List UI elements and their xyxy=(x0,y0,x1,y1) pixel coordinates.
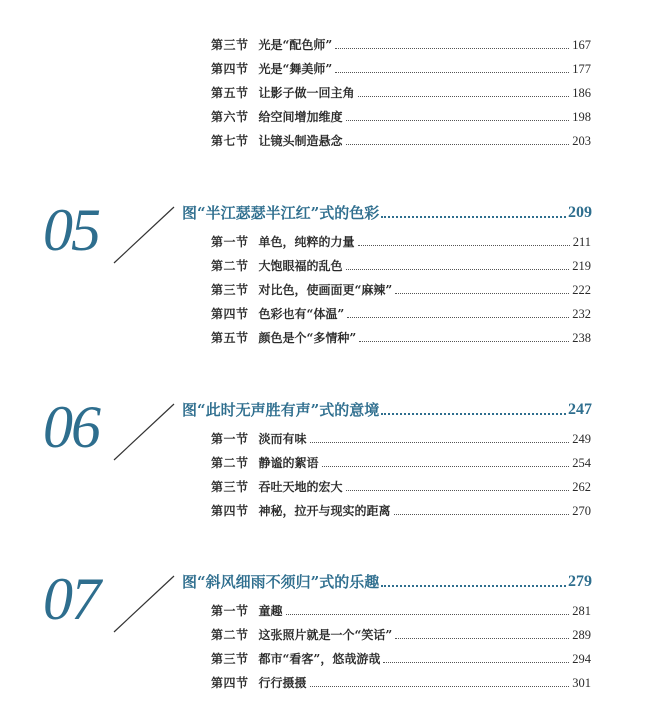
section-number: 第四节 xyxy=(211,307,249,321)
section-number: 第五节 xyxy=(211,86,249,100)
section-title: 颜色是个“多情种” xyxy=(258,331,357,345)
dot-leader xyxy=(346,489,570,491)
section-number: 第一节 xyxy=(211,604,249,618)
page-number: 301 xyxy=(572,676,591,690)
toc-entry[interactable] xyxy=(211,674,591,690)
toc-entry[interactable] xyxy=(211,281,591,297)
section-title: 让镜头制造悬念 xyxy=(258,134,343,148)
toc-entry[interactable] xyxy=(211,478,591,494)
section-title: 吞吐天地的宏大 xyxy=(258,480,343,494)
section-number: 第三节 xyxy=(211,480,249,494)
section-title: 神秘，拉开与现实的距离 xyxy=(258,504,391,518)
toc-entry[interactable] xyxy=(211,502,591,518)
section-number: 第三节 xyxy=(211,652,249,666)
dot-leader xyxy=(346,268,570,270)
page-number: 238 xyxy=(572,331,591,345)
dot-leader xyxy=(346,143,570,145)
dot-leader xyxy=(358,95,570,97)
section-title: 静谧的絮语 xyxy=(258,456,319,470)
dot-leader xyxy=(335,71,569,73)
page-number: 219 xyxy=(572,259,591,273)
section-number: 第二节 xyxy=(211,456,249,470)
page-number: 270 xyxy=(572,504,591,518)
section-title: 都市“看客”，悠哉游哉 xyxy=(258,652,381,666)
chapter-title: 图“斜风细雨不须归”式的乐趣 xyxy=(182,573,380,591)
chapter-number: 05 xyxy=(43,197,99,263)
section-number: 第二节 xyxy=(211,259,249,273)
section-number: 第四节 xyxy=(211,676,249,690)
dot-leader xyxy=(381,215,566,218)
section-title: 童趣 xyxy=(258,604,283,618)
section-number: 第七节 xyxy=(211,134,249,148)
toc-entry[interactable] xyxy=(211,305,591,321)
dot-leader xyxy=(395,292,569,294)
page-number: 294 xyxy=(572,652,591,666)
dot-leader xyxy=(322,465,570,467)
page-number: 186 xyxy=(572,86,591,100)
dot-leader xyxy=(347,316,569,318)
section-number: 第六节 xyxy=(211,110,249,124)
page-number: 177 xyxy=(572,62,591,76)
dot-leader xyxy=(381,412,566,415)
section-title: 大饱眼福的乱色 xyxy=(258,259,343,273)
toc-entry[interactable] xyxy=(211,60,591,76)
dot-leader xyxy=(310,685,570,687)
toc-entry[interactable] xyxy=(211,257,591,273)
dot-leader xyxy=(335,47,569,49)
section-title: 给空间增加维度 xyxy=(258,110,343,124)
chapter-number: 07 xyxy=(43,566,99,632)
toc-entry[interactable] xyxy=(211,132,591,148)
section-title: 淡而有味 xyxy=(258,432,307,446)
page-number: 203 xyxy=(572,134,591,148)
section-number: 第一节 xyxy=(211,235,249,249)
dot-leader xyxy=(394,513,570,515)
toc-entry[interactable] xyxy=(211,430,591,446)
section-number: 第四节 xyxy=(211,62,249,76)
page-number: 211 xyxy=(572,235,591,249)
chapter-divider-slash xyxy=(112,205,192,265)
page-number: 281 xyxy=(572,604,591,618)
section-title: 这张照片就是一个“笑话” xyxy=(258,628,393,642)
section-title: 让影子做一回主角 xyxy=(258,86,355,100)
page-number: 167 xyxy=(572,38,591,52)
chapter-title: 图“半江瑟瑟半江红”式的色彩 xyxy=(182,204,380,222)
toc-entry[interactable] xyxy=(211,626,591,642)
section-number: 第四节 xyxy=(211,504,249,518)
toc-entry[interactable] xyxy=(211,36,591,52)
page-number: 249 xyxy=(572,432,591,446)
chapter-page-number: 247 xyxy=(568,401,592,418)
page-number: 222 xyxy=(572,283,591,297)
dot-leader xyxy=(310,441,570,443)
dot-leader xyxy=(359,340,569,342)
section-title: 单色，纯粹的力量 xyxy=(258,235,355,249)
chapter-page-number: 279 xyxy=(568,573,592,590)
page-number: 289 xyxy=(572,628,591,642)
section-title: 行行摄摄 xyxy=(258,676,307,690)
section-title: 光是“舞美师” xyxy=(258,62,333,76)
chapter-divider-slash xyxy=(112,402,192,462)
page-number: 198 xyxy=(572,110,591,124)
dot-leader xyxy=(346,119,570,121)
toc-entry[interactable] xyxy=(211,454,591,470)
dot-leader xyxy=(383,661,569,663)
page-number: 254 xyxy=(572,456,591,470)
chapter-title: 图“此时无声胜有声”式的意境 xyxy=(182,401,380,419)
toc-entry[interactable] xyxy=(211,84,591,100)
toc-entry[interactable] xyxy=(211,108,591,124)
section-number: 第三节 xyxy=(211,283,249,297)
chapter-title-entry[interactable] xyxy=(182,399,592,419)
section-number: 第三节 xyxy=(211,38,249,52)
section-title: 色彩也有“体温” xyxy=(258,307,345,321)
toc-entry[interactable] xyxy=(211,602,591,618)
chapter-number: 06 xyxy=(43,394,99,460)
dot-leader xyxy=(395,637,569,639)
section-title: 对比色，使画面更“麻辣” xyxy=(258,283,393,297)
toc-entry[interactable] xyxy=(211,329,591,345)
toc-entry[interactable] xyxy=(211,650,591,666)
chapter-title-entry[interactable] xyxy=(182,571,592,591)
chapter-divider-slash xyxy=(112,574,192,634)
section-title: 光是“配色师” xyxy=(258,38,333,52)
page-number: 262 xyxy=(572,480,591,494)
toc-entry[interactable] xyxy=(211,233,591,249)
section-number: 第一节 xyxy=(211,432,249,446)
page-number: 232 xyxy=(572,307,591,321)
section-number: 第二节 xyxy=(211,628,249,642)
chapter-page-number: 209 xyxy=(568,204,592,221)
dot-leader xyxy=(286,613,570,615)
dot-leader xyxy=(358,244,570,246)
chapter-title-entry[interactable] xyxy=(182,202,592,222)
dot-leader xyxy=(381,584,566,587)
section-number: 第五节 xyxy=(211,331,249,345)
